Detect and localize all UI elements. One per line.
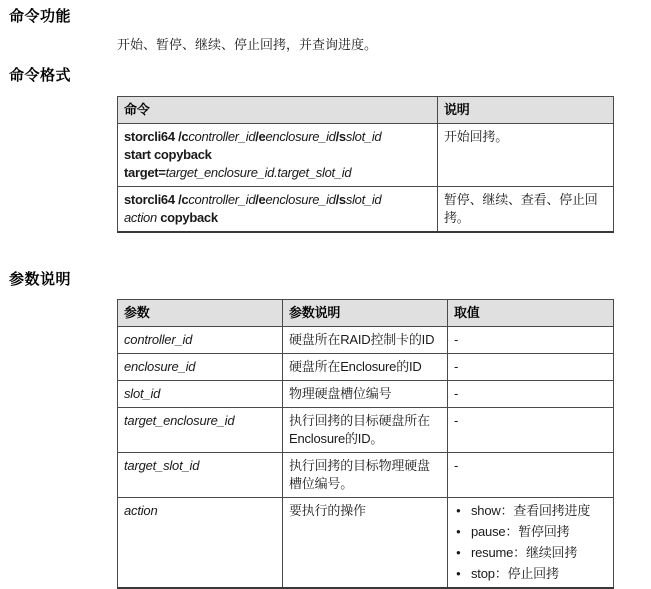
column-header-parameter-description: 参数说明 [283,300,448,327]
command-parameter: slot_id [345,129,382,144]
description-cell: 暂停、继续、查看、停止回拷。 [438,187,614,233]
command-keyword: copyback [156,210,218,225]
parameter-value-cell: - [448,408,614,453]
parameter-description-cell: 要执行的操作 [283,498,448,589]
action-value-list [454,502,607,583]
command-line [124,191,431,209]
command-keyword: /s [335,129,346,144]
section-heading-command-format: 命令格式 [9,67,72,84]
parameter-name-cell: target_enclosure_id [118,408,283,453]
table-row [118,124,614,187]
column-header-value: 取值 [448,300,614,327]
section-heading-command-function: 命令功能 [9,8,72,25]
table-row [118,187,614,233]
command-keyword: storcli64 /c [124,129,189,144]
parameter-value-cell [448,498,614,589]
command-keyword: storcli64 /c [124,192,189,207]
table-header-row [118,97,614,124]
parameter-value-cell: - [448,327,614,354]
table-row [118,498,614,589]
command-parameter: enclosure_id [265,192,336,207]
parameter-name-cell: controller_id [118,327,283,354]
parameter-description-cell: 执行回拷的目标物理硬盘槽位编号。 [283,453,448,498]
parameter-name-cell: enclosure_id [118,354,283,381]
parameter-table [117,299,614,589]
table-row [118,453,614,498]
command-cell [118,124,438,187]
table-row [118,381,614,408]
action-value-item: ● pause：暂停回拷 [454,523,607,541]
command-line [124,128,431,146]
command-keyword: /e [255,192,266,207]
parameter-name-cell: action [118,498,283,589]
parameter-value-cell: - [448,354,614,381]
description-cell: 开始回拷。 [438,124,614,187]
section-heading-parameters: 参数说明 [9,271,72,288]
command-line [124,146,431,164]
table-row [118,354,614,381]
command-parameter: slot_id [345,192,382,207]
parameter-description-cell: 物理硬盘槽位编号 [283,381,448,408]
command-parameter: target_enclosure_id.target_slot_id [165,165,352,180]
parameter-description-cell: 执行回拷的目标硬盘所在Enclosure的ID。 [283,408,448,453]
command-cell [118,187,438,233]
parameter-value-cell: - [448,453,614,498]
action-value-item: ● stop：停止回拷 [454,565,607,583]
parameter-name-cell: target_slot_id [118,453,283,498]
table-row [118,408,614,453]
command-parameter: controller_id [188,192,256,207]
column-header-command: 命令 [118,97,438,124]
command-line [124,209,431,227]
action-value-item: ● resume：继续回拷 [454,544,607,562]
command-parameter: enclosure_id [265,129,336,144]
command-function-text: 开始、暂停、继续、停止回拷，并查询进度。 [117,37,378,52]
parameter-description-cell: 硬盘所在Enclosure的ID [283,354,448,381]
command-format-table [117,96,614,233]
command-parameter: action [124,210,157,225]
command-keyword: /s [335,192,346,207]
column-header-parameter: 参数 [118,300,283,327]
command-keyword: start copyback [124,147,212,162]
table-header-row [118,300,614,327]
parameter-name-cell: slot_id [118,381,283,408]
table-row [118,327,614,354]
command-keyword: target= [124,165,166,180]
parameter-value-cell: - [448,381,614,408]
command-line [124,164,431,182]
parameter-description-cell: 硬盘所在RAID控制卡的ID [283,327,448,354]
command-keyword: /e [255,129,266,144]
column-header-description: 说明 [438,97,614,124]
command-parameter: controller_id [188,129,256,144]
action-value-item: ● show：查看回拷进度 [454,502,607,520]
